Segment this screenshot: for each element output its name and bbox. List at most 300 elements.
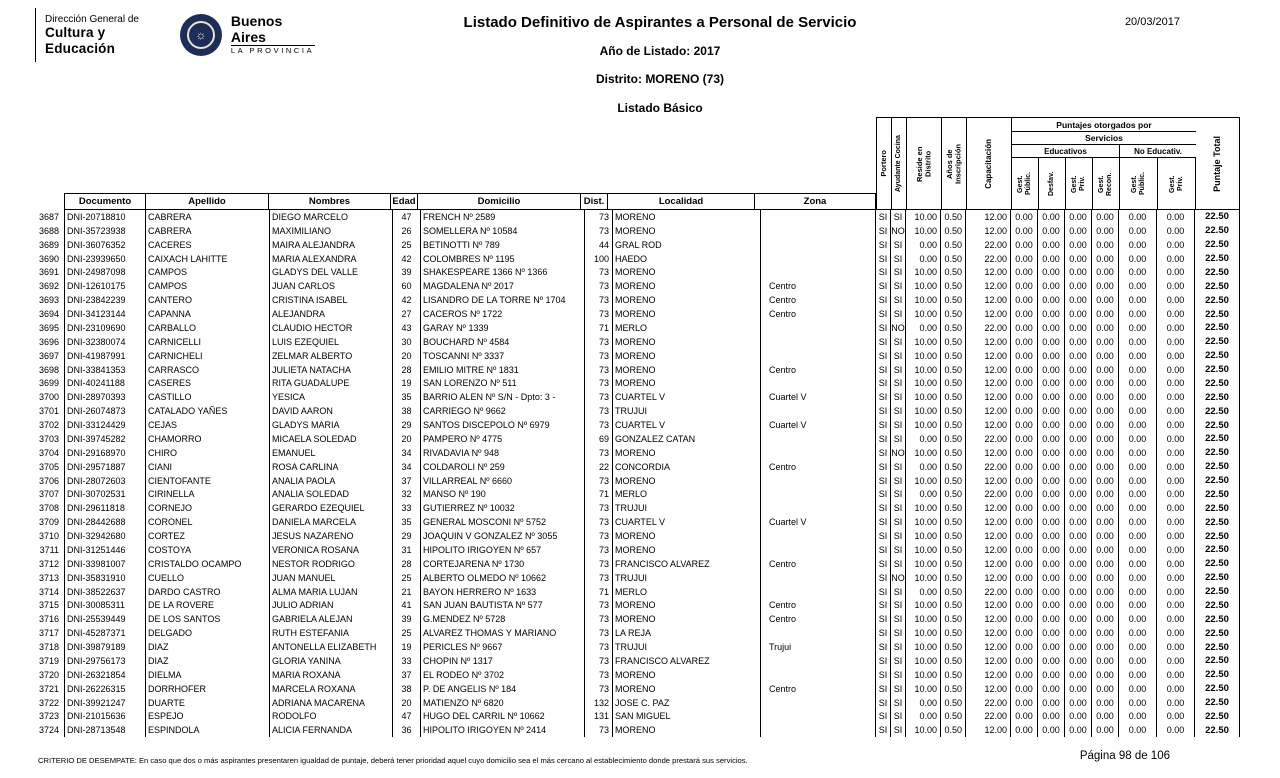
- cell-ctr: 0.00: [1092, 557, 1119, 571]
- cell-ctr: 0.00: [1119, 404, 1157, 418]
- cell-ctr: 0.00: [1157, 571, 1195, 585]
- cell-ctr: 0.00: [1092, 543, 1119, 557]
- cell-rgt: 0.00: [906, 488, 941, 502]
- cell-tot: 22.50: [1195, 626, 1240, 640]
- cell-ctr: 0.00: [1065, 418, 1092, 432]
- table-row: [38, 418, 1240, 432]
- cell-ctr: SI: [876, 307, 891, 321]
- column-header-localidad: Localidad: [608, 194, 755, 209]
- cell-ctr: 0.00: [1065, 557, 1092, 571]
- column-header-gest-priv-edu: Gest. Priv.: [1071, 174, 1086, 193]
- cell-ctr: 0.00: [1011, 543, 1038, 557]
- cell-txt: ALEJANDRA: [270, 307, 393, 321]
- cell-txt: GRAL ROD: [613, 238, 761, 252]
- cell-ctr: 0.00: [1011, 599, 1038, 613]
- cell-ctr: 0.00: [1092, 654, 1119, 668]
- cell-num: 3704: [38, 447, 59, 458]
- cell-ctr: SI: [876, 210, 891, 224]
- cell-txt: MORENO: [613, 377, 761, 391]
- cell-rgt: 12.00: [966, 279, 1011, 293]
- cell-txt: GLORIA YANINA: [270, 654, 393, 668]
- cell-rgt: 0.50: [941, 626, 966, 640]
- cell-txt: MORENO: [613, 363, 761, 377]
- cell-txt: GONZALEZ CATAN: [613, 432, 761, 446]
- cell-ctr: 0.00: [1065, 488, 1092, 502]
- cell-txt: BOUCHARD Nº 4584: [421, 335, 585, 349]
- cell-txt: ALVAREZ THOMAS Y MARIANO: [421, 626, 585, 640]
- cell-txt: CLAUDIO HECTOR: [270, 321, 393, 335]
- cell-ctr: 0.00: [1119, 640, 1157, 654]
- district-line: Distrito: MORENO (73): [595, 72, 724, 86]
- cell-txt: MORENO: [613, 335, 761, 349]
- cell-rgt: 73: [585, 501, 613, 515]
- cell-num: 3719: [38, 655, 59, 666]
- cell-ctr: 0.00: [1065, 654, 1092, 668]
- cell-ctr: SI: [876, 543, 891, 557]
- cell-rgt: 12.00: [966, 654, 1011, 668]
- cell-ctr: SI: [876, 363, 891, 377]
- cell-txt: DE LOS SANTOS: [146, 612, 270, 626]
- cell-ctr: 0.00: [1157, 432, 1195, 446]
- cell-num: 3706: [38, 475, 59, 486]
- cell-ctr: 34: [393, 460, 421, 474]
- cell-rgt: 73: [585, 418, 613, 432]
- cell-ctr: 0.00: [1065, 585, 1092, 599]
- cell-zona: Centro: [761, 307, 876, 321]
- cell-ctr: 0.00: [1038, 654, 1065, 668]
- cell-ctr: 47: [393, 210, 421, 224]
- cell-doc: DNI-33124429: [64, 418, 146, 432]
- cell-rgt: 0.50: [941, 279, 966, 293]
- cell-doc: DNI-35831910: [64, 571, 146, 585]
- cell-tot: 22.50: [1195, 654, 1240, 668]
- cell-ctr: 0.00: [1038, 279, 1065, 293]
- cell-ctr: 25: [393, 571, 421, 585]
- cell-num: 3700: [38, 392, 59, 403]
- cell-txt: GABRIELA ALEJAN: [270, 612, 393, 626]
- cell-ctr: SI: [876, 529, 891, 543]
- cell-ctr: 0.00: [1157, 640, 1195, 654]
- cell-ctr: 0.00: [1157, 266, 1195, 280]
- cell-txt: FRENCH Nº 2589: [421, 210, 585, 224]
- cell-num: 3714: [38, 586, 59, 597]
- cell-ctr: 0.00: [1119, 335, 1157, 349]
- cell-rgt: 12.00: [966, 612, 1011, 626]
- column-header-dist: Dist.: [581, 194, 608, 209]
- cell-ctr: 0.00: [1119, 210, 1157, 224]
- cell-rgt: 12.00: [966, 307, 1011, 321]
- cell-ctr: 0.00: [1038, 349, 1065, 363]
- cell-tot: 22.50: [1195, 238, 1240, 252]
- cell-ctr: 0.00: [1011, 668, 1038, 682]
- cell-zona: Centro: [761, 279, 876, 293]
- cell-ctr: SI: [876, 501, 891, 515]
- cell-ctr: 0.00: [1065, 279, 1092, 293]
- cell-doc: DNI-24987098: [64, 266, 146, 280]
- cell-rgt: 0.50: [941, 321, 966, 335]
- cell-txt: HAEDO: [613, 252, 761, 266]
- cell-doc: DNI-28072603: [64, 474, 146, 488]
- cell-ctr: SI: [876, 377, 891, 391]
- cell-ctr: 31: [393, 543, 421, 557]
- cell-ctr: 0.00: [1065, 543, 1092, 557]
- cell-zona: [761, 501, 876, 515]
- cell-doc: DNI-30702531: [64, 488, 146, 502]
- cell-ctr: 25: [393, 626, 421, 640]
- cell-ctr: 0.00: [1038, 390, 1065, 404]
- cell-ctr: 39: [393, 612, 421, 626]
- cell-ctr: 0.00: [1038, 460, 1065, 474]
- cell-doc: DNI-36076352: [64, 238, 146, 252]
- cell-ctr: SI: [891, 349, 906, 363]
- cell-rgt: 73: [585, 279, 613, 293]
- cell-ctr: SI: [876, 321, 891, 335]
- cell-rgt: 12.00: [966, 571, 1011, 585]
- cell-ctr: 0.00: [1157, 612, 1195, 626]
- cell-txt: MANSO Nº 190: [421, 488, 585, 502]
- cell-ctr: 0.00: [1157, 238, 1195, 252]
- cell-txt: CARNICELLI: [146, 335, 270, 349]
- cell-rgt: 10.00: [906, 390, 941, 404]
- cell-doc: DNI-28970393: [64, 390, 146, 404]
- cell-rgt: 0.00: [906, 585, 941, 599]
- cell-ctr: 0.00: [1038, 571, 1065, 585]
- cell-doc: DNI-23939650: [64, 252, 146, 266]
- cell-ctr: 0.00: [1011, 349, 1038, 363]
- cell-rgt: 12.00: [966, 266, 1011, 280]
- cell-txt: MARCELA ROXANA: [270, 682, 393, 696]
- cell-txt: TRUJUI: [613, 501, 761, 515]
- cell-rgt: 0.50: [941, 404, 966, 418]
- table-row: [38, 321, 1240, 335]
- cell-ctr: 0.00: [1011, 390, 1038, 404]
- cell-txt: RIVADAVIA Nº 948: [421, 446, 585, 460]
- cell-doc: DNI-25539449: [64, 612, 146, 626]
- cell-ctr: SI: [876, 668, 891, 682]
- cell-txt: CORONEL: [146, 515, 270, 529]
- table-row: [38, 599, 1240, 613]
- cell-ctr: 0.00: [1092, 279, 1119, 293]
- cell-txt: VERONICA ROSANA: [270, 543, 393, 557]
- cell-num: 3691: [38, 267, 59, 278]
- cell-doc: DNI-35723938: [64, 224, 146, 238]
- cell-txt: CACERES: [146, 238, 270, 252]
- cell-ctr: SI: [876, 432, 891, 446]
- cell-ctr: 0.00: [1011, 682, 1038, 696]
- cell-ctr: 0.00: [1157, 515, 1195, 529]
- cell-rgt: 12.00: [966, 210, 1011, 224]
- cell-txt: CORNEJO: [146, 501, 270, 515]
- cell-ctr: 43: [393, 321, 421, 335]
- cell-ctr: SI: [876, 279, 891, 293]
- cell-zona: [761, 474, 876, 488]
- cell-ctr: 0.00: [1157, 696, 1195, 710]
- cell-tot: 22.50: [1195, 585, 1240, 599]
- cell-txt: CARRIEGO Nº 9662: [421, 404, 585, 418]
- cell-rgt: 0.50: [941, 252, 966, 266]
- cell-ctr: 0.00: [1092, 612, 1119, 626]
- cell-txt: MORENO: [613, 599, 761, 613]
- cell-ctr: 0.00: [1038, 307, 1065, 321]
- cell-txt: P. DE ANGELIS Nº 184: [421, 682, 585, 696]
- cell-doc: DNI-26074873: [64, 404, 146, 418]
- tiebreaker-note: CRITERIO DE DESEMPATE: En caso que dos o más aspirantes presentaren igualdad de puntaje, deberá tener prioridad aquel cuyo domicilio sea el más cercano al establecimiento donde prestará sus servicios.: [38, 756, 748, 765]
- cell-ctr: 0.00: [1092, 377, 1119, 391]
- cell-ctr: 0.00: [1065, 377, 1092, 391]
- column-header-zona: Zona: [803, 196, 827, 207]
- cell-ctr: 0.00: [1038, 377, 1065, 391]
- cell-ctr: 0.00: [1157, 723, 1195, 737]
- cell-ctr: 0.00: [1092, 349, 1119, 363]
- cell-ctr: 0.00: [1011, 529, 1038, 543]
- cell-tot: 22.50: [1195, 446, 1240, 460]
- cell-zona: [761, 626, 876, 640]
- cell-txt: GERARDO EZEQUIEL: [270, 501, 393, 515]
- cell-num: 3708: [38, 503, 59, 514]
- cell-ctr: SI: [891, 515, 906, 529]
- cell-txt: RODOLFO: [270, 710, 393, 724]
- cell-txt: DARDO CASTRO: [146, 585, 270, 599]
- cell-txt: MORENO: [613, 682, 761, 696]
- group-header-no-educativos: No Educativ.: [1120, 145, 1196, 158]
- cell-doc: DNI-28713548: [64, 723, 146, 737]
- cell-ctr: 0.00: [1157, 293, 1195, 307]
- cell-rgt: 22.00: [966, 252, 1011, 266]
- cell-doc: DNI-34123144: [64, 307, 146, 321]
- cell-txt: VILLARREAL Nº 6660: [421, 474, 585, 488]
- cell-txt: SAN JUAN BAUTISTA Nº 577: [421, 599, 585, 613]
- table-row: [38, 710, 1240, 724]
- cell-ctr: 0.00: [1065, 252, 1092, 266]
- cell-txt: CANTERO: [146, 293, 270, 307]
- cell-txt: CORTEZ: [146, 529, 270, 543]
- cell-rgt: 10.00: [906, 654, 941, 668]
- cell-txt: MORENO: [613, 279, 761, 293]
- cell-doc: DNI-23842239: [64, 293, 146, 307]
- cell-ctr: SI: [876, 557, 891, 571]
- cell-tot: 22.50: [1195, 668, 1240, 682]
- cell-ctr: SI: [891, 335, 906, 349]
- cell-ctr: 0.00: [1065, 390, 1092, 404]
- cell-ctr: 0.00: [1038, 210, 1065, 224]
- cell-ctr: 0.00: [1011, 515, 1038, 529]
- cell-rgt: 12.00: [966, 224, 1011, 238]
- cell-ctr: 39: [393, 266, 421, 280]
- table-row: [38, 224, 1240, 238]
- cell-tot: 22.50: [1195, 488, 1240, 502]
- cell-ctr: 0.00: [1038, 515, 1065, 529]
- year-line: Año de Listado: 2017: [599, 44, 721, 58]
- cell-ctr: SI: [891, 710, 906, 724]
- cell-tot: 22.50: [1195, 418, 1240, 432]
- cell-ctr: 0.00: [1119, 432, 1157, 446]
- cell-ctr: 0.00: [1092, 252, 1119, 266]
- cell-ctr: 0.00: [1092, 723, 1119, 737]
- cell-num: 3710: [38, 531, 59, 542]
- cell-ctr: SI: [876, 335, 891, 349]
- cell-tot: 22.50: [1195, 279, 1240, 293]
- cell-rgt: 12.00: [966, 335, 1011, 349]
- column-header-desfav: Desfav.: [1048, 171, 1056, 196]
- cell-rgt: 73: [585, 363, 613, 377]
- cell-doc: DNI-26226315: [64, 682, 146, 696]
- cell-txt: EMILIO MITRE Nº 1831: [421, 363, 585, 377]
- cell-ctr: 0.00: [1119, 224, 1157, 238]
- cell-ctr: 0.00: [1038, 432, 1065, 446]
- cell-ctr: 0.00: [1119, 599, 1157, 613]
- cell-txt: MORENO: [613, 307, 761, 321]
- cell-rgt: 44: [585, 238, 613, 252]
- cell-ctr: 0.00: [1092, 446, 1119, 460]
- cell-rgt: 73: [585, 682, 613, 696]
- cell-tot: 22.50: [1195, 432, 1240, 446]
- cell-ctr: 0.00: [1157, 446, 1195, 460]
- cell-doc: DNI-29571887: [64, 460, 146, 474]
- cell-num: 3701: [38, 406, 59, 417]
- column-header-gest-recon: Gest. Recon.: [1098, 171, 1113, 196]
- cell-ctr: 0.00: [1011, 293, 1038, 307]
- cell-ctr: 0.00: [1065, 307, 1092, 321]
- cell-doc: DNI-12610175: [64, 279, 146, 293]
- cell-num: 3692: [38, 281, 59, 292]
- cell-rgt: 0.50: [941, 488, 966, 502]
- cell-ctr: 0.00: [1038, 238, 1065, 252]
- cell-zona: Centro: [761, 682, 876, 696]
- column-header-puntaje-total: Puntaje Total: [1212, 135, 1223, 192]
- cell-tot: 22.50: [1195, 377, 1240, 391]
- table-row: [38, 390, 1240, 404]
- cell-ctr: 0.00: [1011, 640, 1038, 654]
- cell-ctr: SI: [891, 682, 906, 696]
- cell-rgt: 10.00: [906, 363, 941, 377]
- cell-rgt: 0.50: [941, 599, 966, 613]
- cell-ctr: 0.00: [1092, 710, 1119, 724]
- cell-txt: SANTOS DISCEPOLO Nº 6979: [421, 418, 585, 432]
- cell-ctr: 0.00: [1065, 710, 1092, 724]
- cell-tot: 22.50: [1195, 515, 1240, 529]
- cell-zona: [761, 488, 876, 502]
- cell-ctr: SI: [891, 252, 906, 266]
- cell-ctr: SI: [891, 668, 906, 682]
- list-type: Listado Básico: [617, 101, 703, 115]
- cell-ctr: 27: [393, 307, 421, 321]
- cell-doc: DNI-40241188: [64, 377, 146, 391]
- cell-rgt: 73: [585, 307, 613, 321]
- cell-rgt: 22.00: [966, 488, 1011, 502]
- cell-ctr: 0.00: [1038, 529, 1065, 543]
- cell-rgt: 10.00: [906, 446, 941, 460]
- cell-txt: ANALIA PAOLA: [270, 474, 393, 488]
- cell-zona: [761, 529, 876, 543]
- cell-ctr: SI: [891, 626, 906, 640]
- cell-ctr: 0.00: [1119, 349, 1157, 363]
- cell-ctr: SI: [876, 626, 891, 640]
- cell-txt: G.MENDEZ Nº 5728: [421, 612, 585, 626]
- table-row: [38, 210, 1240, 224]
- cell-ctr: 29: [393, 418, 421, 432]
- cell-rgt: 73: [585, 668, 613, 682]
- cell-rgt: 10.00: [906, 515, 941, 529]
- cell-ctr: SI: [876, 696, 891, 710]
- cell-ctr: SI: [876, 349, 891, 363]
- cell-zona: Cuartel V: [761, 515, 876, 529]
- cell-txt: ESPINDOLA: [146, 723, 270, 737]
- cell-rgt: 10.00: [906, 307, 941, 321]
- cell-ctr: 0.00: [1065, 293, 1092, 307]
- cell-txt: NESTOR RODRIGO: [270, 557, 393, 571]
- cell-ctr: SI: [876, 571, 891, 585]
- table-row: [38, 293, 1240, 307]
- cell-num: 3722: [38, 697, 59, 708]
- cell-ctr: 0.00: [1011, 488, 1038, 502]
- cell-rgt: 73: [585, 654, 613, 668]
- cell-ctr: 0.00: [1038, 543, 1065, 557]
- table-row: [38, 252, 1240, 266]
- cell-ctr: 21: [393, 585, 421, 599]
- cell-rgt: 12.00: [966, 682, 1011, 696]
- cell-txt: MORENO: [613, 474, 761, 488]
- cell-rgt: 12.00: [966, 529, 1011, 543]
- cell-ctr: 0.00: [1065, 668, 1092, 682]
- cell-txt: SHAKESPEARE 1366 Nº 1366: [421, 266, 585, 280]
- column-header-edad: Edad: [391, 194, 418, 209]
- cell-txt: EMANUEL: [270, 446, 393, 460]
- cell-tot: 22.50: [1195, 501, 1240, 515]
- cell-txt: FRANCISCO ALVAREZ: [613, 557, 761, 571]
- cell-ctr: SI: [891, 723, 906, 737]
- cell-txt: CARBALLO: [146, 321, 270, 335]
- cell-rgt: 73: [585, 446, 613, 460]
- cell-ctr: 0.00: [1157, 474, 1195, 488]
- cell-txt: EL RODEO Nº 3702: [421, 668, 585, 682]
- cell-txt: LUIS EZEQUIEL: [270, 335, 393, 349]
- cell-ctr: SI: [876, 404, 891, 418]
- cell-txt: MORENO: [613, 224, 761, 238]
- table-row: [38, 377, 1240, 391]
- table-row: [38, 696, 1240, 710]
- cell-rgt: 0.50: [941, 640, 966, 654]
- cell-rgt: 12.00: [966, 404, 1011, 418]
- cell-ctr: 0.00: [1011, 474, 1038, 488]
- cell-tot: 22.50: [1195, 266, 1240, 280]
- cell-ctr: 0.00: [1119, 377, 1157, 391]
- cell-tot: 22.50: [1195, 390, 1240, 404]
- cell-ctr: 0.00: [1157, 224, 1195, 238]
- table-row: [38, 585, 1240, 599]
- table-row: [38, 654, 1240, 668]
- cell-rgt: 73: [585, 390, 613, 404]
- cell-ctr: 0.00: [1065, 224, 1092, 238]
- cell-tot: 22.50: [1195, 460, 1240, 474]
- cell-rgt: 0.50: [941, 474, 966, 488]
- cell-zona: Centro: [761, 460, 876, 474]
- cell-ctr: SI: [891, 488, 906, 502]
- cell-rgt: 12.00: [966, 446, 1011, 460]
- column-header-gest-public-noedu: Gest. Públic.: [1130, 172, 1146, 195]
- cell-txt: CAPANNA: [146, 307, 270, 321]
- cell-ctr: 0.00: [1065, 432, 1092, 446]
- cell-ctr: 0.00: [1038, 626, 1065, 640]
- table-row: [38, 640, 1240, 654]
- cell-zona: [761, 266, 876, 280]
- cell-ctr: 36: [393, 723, 421, 737]
- cell-txt: CUARTEL V: [613, 418, 761, 432]
- cell-num: 3687: [38, 211, 59, 222]
- cell-ctr: 0.00: [1038, 266, 1065, 280]
- cell-ctr: 0.00: [1092, 404, 1119, 418]
- cell-rgt: 12.00: [966, 515, 1011, 529]
- cell-ctr: 0.00: [1011, 557, 1038, 571]
